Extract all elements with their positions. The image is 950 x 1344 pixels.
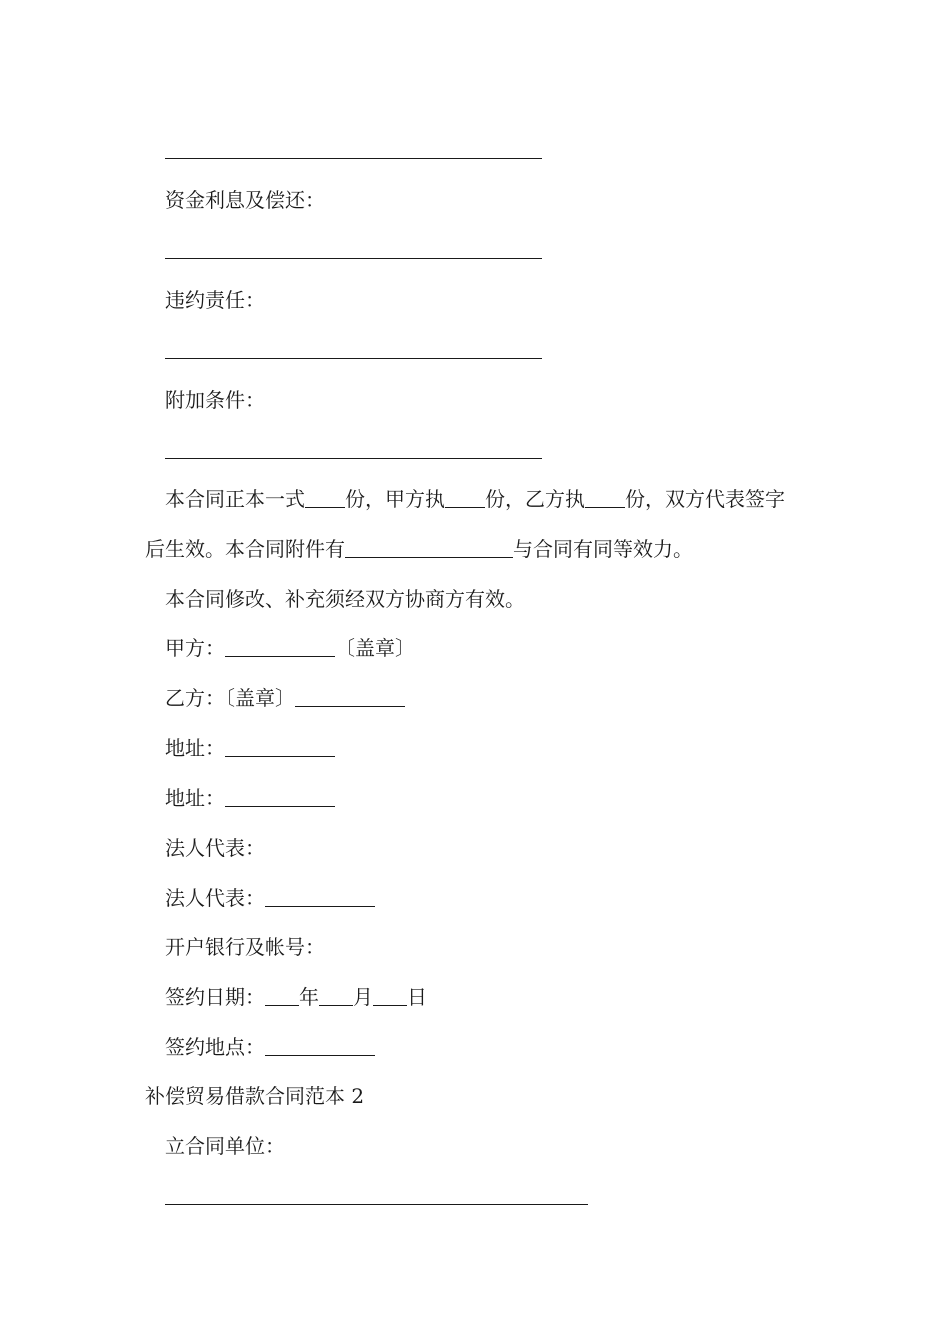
section-heading-2: 补偿贸易借款合同范本 2 bbox=[145, 1084, 365, 1108]
copies-blank-b bbox=[585, 487, 625, 508]
rep-row-1: 法人代表： bbox=[165, 836, 265, 860]
copies-text-a: 本合同正本一式 bbox=[165, 487, 305, 511]
party-b-row bbox=[165, 684, 405, 712]
year-blank bbox=[265, 985, 299, 1006]
party-b-blank bbox=[295, 686, 405, 707]
month-label: 月 bbox=[353, 985, 373, 1009]
address-label-1: 地址： bbox=[165, 736, 225, 760]
effective-text-b: 与合同有同等效力。 bbox=[513, 537, 693, 561]
month-blank bbox=[319, 985, 353, 1006]
party-a-row bbox=[165, 634, 415, 662]
rep-blank-2 bbox=[265, 886, 375, 907]
effective-text-a: 后生效。本合同附件有 bbox=[145, 537, 345, 561]
copies-clause bbox=[165, 485, 785, 513]
day-label: 日 bbox=[407, 985, 427, 1009]
party-a-blank bbox=[225, 636, 335, 657]
rep-label-2: 法人代表： bbox=[165, 886, 265, 910]
blank-line-4 bbox=[165, 458, 542, 459]
blank-line-1 bbox=[165, 158, 542, 159]
party-b-label: 乙方：〔盖章〕 bbox=[165, 686, 295, 710]
place-label: 签约地点： bbox=[165, 1035, 265, 1059]
day-blank bbox=[373, 985, 407, 1006]
annex-blank bbox=[345, 537, 513, 558]
copies-blank-total bbox=[305, 487, 345, 508]
copies-text-b: 份，甲方执 bbox=[345, 487, 445, 511]
place-blank bbox=[265, 1035, 375, 1056]
party-a-seal: 〔盖章〕 bbox=[335, 636, 415, 660]
unit-label: 立合同单位： bbox=[165, 1134, 285, 1158]
amend-clause: 本合同修改、补充须经双方协商方有效。 bbox=[165, 587, 525, 611]
copies-text-d: 份，双方代表签字 bbox=[625, 487, 785, 511]
address-blank-1 bbox=[225, 736, 335, 757]
liability-label: 违约责任： bbox=[165, 288, 265, 312]
blank-line-2 bbox=[165, 258, 542, 259]
copies-blank-a bbox=[445, 487, 485, 508]
year-label: 年 bbox=[299, 985, 319, 1009]
effective-clause bbox=[145, 535, 693, 563]
date-label: 签约日期： bbox=[165, 985, 265, 1009]
copies-text-c: 份，乙方执 bbox=[485, 487, 585, 511]
date-row bbox=[165, 983, 427, 1011]
address-row-1 bbox=[165, 734, 335, 762]
interest-label: 资金利息及偿还： bbox=[165, 188, 325, 212]
place-row bbox=[165, 1033, 375, 1061]
rep-row-2 bbox=[165, 884, 375, 912]
blank-line-3 bbox=[165, 358, 542, 359]
conditions-label: 附加条件： bbox=[165, 388, 265, 412]
address-blank-2 bbox=[225, 786, 335, 807]
address-row-2 bbox=[165, 784, 335, 812]
address-label-2: 地址： bbox=[165, 786, 225, 810]
party-a-label: 甲方： bbox=[165, 636, 225, 660]
bank-row: 开户银行及帐号： bbox=[165, 935, 325, 959]
blank-line-5 bbox=[165, 1204, 588, 1205]
